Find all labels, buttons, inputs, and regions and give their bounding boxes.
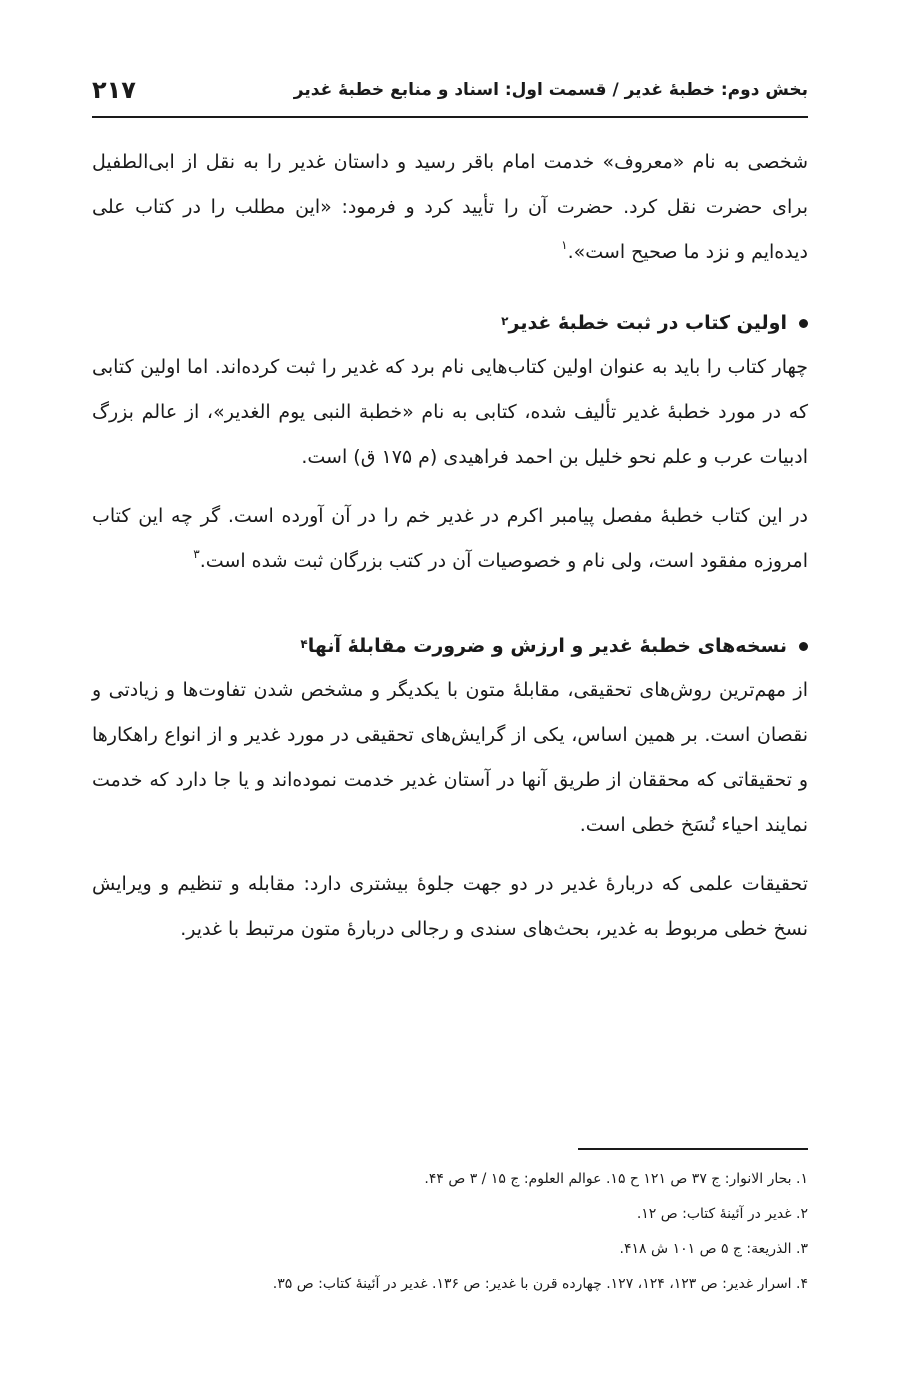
page-number: ۲۱۷ (92, 76, 136, 104)
footnote-rule (578, 1148, 808, 1150)
bullet-icon (799, 319, 808, 328)
paragraph-4 (92, 668, 808, 848)
bullet-icon (799, 642, 808, 651)
header-rule (92, 116, 808, 118)
paragraph-3-text: در این کتاب خطبهٔ مفصل پیامبر اکرم در غدیر خم را در آن آورده است. گر چه این کتاب امروزه مفقود است، ولی نام و خصوصیات آن در کتب بزرگان ثبت شده است. (92, 505, 808, 572)
paragraph-2-text: چهار کتاب را باید به عنوان اولین کتاب‌هایی نام برد که غدیر را ثبت کرده‌اند. اما اولین کتابی که در مورد خطبهٔ غدیر تألیف شده، کتابی به نام «خطبة النبی یوم الغدیر»، از عالم بزرگ ادبیات عرب و علم نحو خلیل بن احمد فراهیدی (م ۱۷۵ ق) است. (92, 356, 808, 468)
paragraph-5 (92, 862, 808, 952)
main-text (92, 140, 808, 952)
footnote-2: ۲. غدیر در آئینهٔ کتاب: ص ۱۲. (636, 1206, 808, 1222)
section-heading-first-book: اولین کتاب در ثبت خطبهٔ غدیر $^۲$ (92, 301, 808, 345)
page-header (92, 68, 808, 112)
paragraph-1-text: شخصی به نام «معروف» خدمت امام باقر رسید و داستان غدیر را به نقل از ابی‌الطفیل برای حضرت نقل کرد. حضرت آن را تأیید کرد و فرمود: «این مطلب را در کتاب علی دیده‌ایم و نزد ما صحیح است». (92, 151, 808, 263)
footnote-ref-3: ۳ (193, 546, 200, 561)
paragraph-4-text: از مهم‌ترین روش‌های تحقیقی، مقابلهٔ متون با یکدیگر و مشخص شدن تفاوت‌ها و زیادتی و نقصان است. بر همین اساس، یکی از گرایش‌های تحقیقی در مورد غدیر و از انواع راهکارها و تحقیقاتی که محققان از طریق آنها در آستان غدیر خدمت نموده‌اند و یا جا دارد که خدمت نمایند احیاء نُسَخ خطی است. (92, 679, 808, 836)
footnote-3: ۳. الذریعة: ج ۵ ص ۱۰۱ ش ۴۱۸. (619, 1241, 808, 1257)
footnotes (92, 1162, 808, 1302)
paragraph-1 (92, 140, 808, 275)
section-heading-manuscripts: نسخه‌های خطبهٔ غدیر و ارزش و ضرورت مقابلهٔ آنها $^۴$ (92, 624, 808, 668)
paragraph-2 (92, 345, 808, 480)
heading-text: نسخه‌های خطبهٔ غدیر و ارزش و ضرورت مقابلهٔ آنها (307, 635, 787, 657)
footnote-1: ۱. بحار الانوار: ج ۳۷ ص ۱۲۱ ح ۱۵. عوالم العلوم: ج ۱۵ / ۳ ص ۴۴. (424, 1171, 808, 1187)
footnote-4: ۴. اسرار غدیر: ص ۱۲۳، ۱۲۴، ۱۲۷. چهارده قرن با غدیر: ص ۱۳۶. غدیر در آئینهٔ کتاب: ص ۳۵. (272, 1276, 808, 1292)
paragraph-3 (92, 494, 808, 584)
paragraph-5-text: تحقیقات علمی که دربارهٔ غدیر در دو جهت جلوهٔ بیشتری دارد: مقابله و تنظیم و ویرایش نسخ خطی مربوط به غدیر، بحث‌های سندی و رجالی دربارهٔ متون مرتبط با غدیر. (92, 873, 808, 940)
footnote-ref-1: ۱ (561, 237, 568, 252)
heading-text: اولین کتاب در ثبت خطبهٔ غدیر (508, 312, 787, 334)
running-title: بخش دوم: خطبهٔ غدیر / قسمت اول: اسناد و منابع خطبهٔ غدیر (293, 80, 808, 100)
